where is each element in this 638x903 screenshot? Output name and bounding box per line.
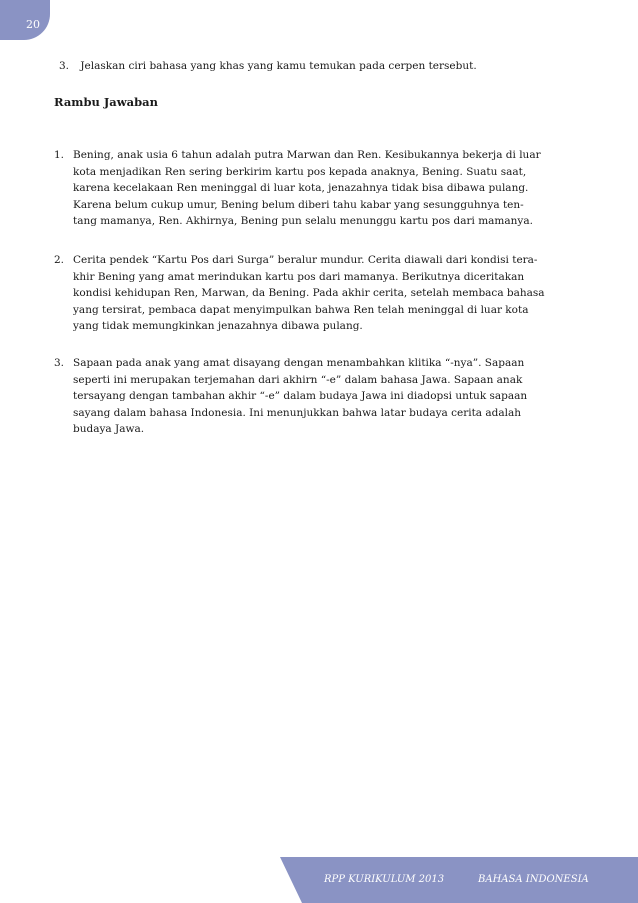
- answer-number: 1.: [54, 149, 65, 161]
- question-text: Jelaskan ciri bahasa yang khas yang kamu temukan pada cerpen tersebut.: [80, 60, 477, 72]
- answer-item: [54, 252, 594, 335]
- answer-line: karena kecelakaan Ren meninggal di luar kota, jenazahnya tidak bisa dibawa pulang.: [73, 182, 529, 195]
- footer-subject-label: BAHASA INDONESIA: [478, 874, 589, 885]
- answer-item: [54, 147, 594, 230]
- answer-line: kota menjadikan Ren sering berkirim kartu pos kepada anaknya, Bening. Suatu saat,: [73, 165, 527, 178]
- answer-line: sayang dalam bahasa Indonesia. Ini menunjukkan bahwa latar budaya cerita adalah: [73, 406, 522, 419]
- answer-number: 3.: [54, 357, 65, 369]
- answer-line: yang tersirat, pembaca dapat menyimpulkan bahwa Ren telah meninggal di luar kota: [73, 303, 529, 316]
- answer-line: Karena belum cukup umur, Bening belum diberi tahu kabar yang sesungguhnya ten-: [73, 198, 524, 211]
- answer-text: [73, 252, 594, 335]
- answer-line: seperti ini merupakan terjemahan dari akhirn “-e” dalam bahasa Jawa. Sapaan anak: [73, 373, 523, 386]
- answer-text: [73, 355, 594, 438]
- section-title: Rambu Jawaban: [54, 95, 158, 109]
- answer-item: [54, 355, 594, 438]
- page-number: 20: [26, 18, 40, 31]
- footer-curriculum-label: RPP KURIKULUM 2013: [324, 874, 445, 885]
- answer-line: tersayang dengan tambahan akhir “-e” dalam budaya Jawa ini diadopsi untuk sapaan: [73, 390, 528, 403]
- answer-line: Cerita pendek “Kartu Pos dari Surga” beralur mundur. Cerita diawali dari kondisi tera-: [73, 254, 538, 266]
- page-number-tab: [0, 0, 50, 40]
- question-number: 3.: [59, 60, 70, 72]
- answer-number: 2.: [54, 254, 65, 266]
- answer-line: kondisi kehidupan Ren, Marwan, da Bening. Pada akhir cerita, setelah membaca bahasa: [73, 287, 545, 300]
- question-item: [59, 58, 599, 74]
- answer-line: yang tidak memungkinkan jenazahnya dibawa pulang.: [73, 320, 363, 333]
- answer-line: khir Bening yang amat merindukan kartu pos dari mamanya. Berikutnya diceritakan: [73, 270, 525, 283]
- answer-text: [73, 147, 594, 230]
- answer-line: Bening, anak usia 6 tahun adalah putra Marwan dan Ren. Kesibukannya bekerja di luar: [73, 149, 541, 161]
- answer-line: budaya Jawa.: [73, 423, 145, 436]
- answer-line: Sapaan pada anak yang amat disayang dengan menambahkan klitika “-nya”. Sapaan: [73, 357, 525, 369]
- answer-line: tang mamanya, Ren. Akhirnya, Bening pun selalu menunggu kartu pos dari mamanya.: [73, 215, 533, 228]
- footer-band: [280, 857, 638, 903]
